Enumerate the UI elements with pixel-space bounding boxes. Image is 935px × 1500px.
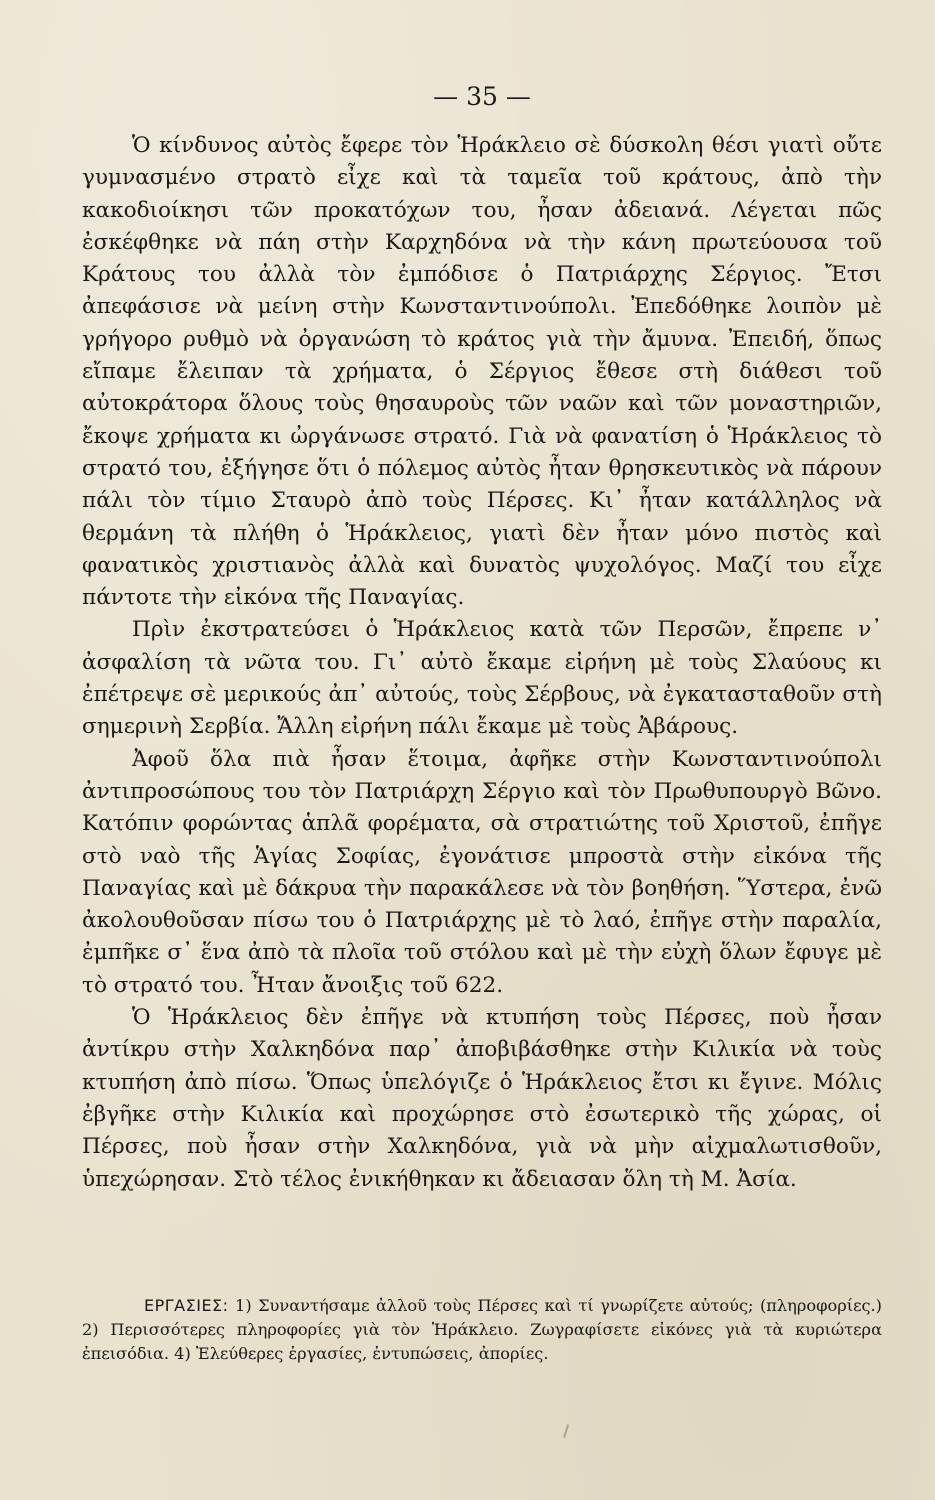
paragraph-1: Ὁ κίνδυνος αὐτὸς ἔφερε τὸν Ἡράκλειο σὲ δύσκολη θέσι γιατὶ οὔτε γυμνασμένο στρατὸ εἶχε καὶ τὰ ταμεῖα τοῦ κράτους, ἀπὸ τὴν κακοδιοίκησι τῶν προκατόχων του, ἦσαν ἀδειανά. Λέγεται πῶς ἐσκέφθηκε νὰ πάη στὴν Καρχηδόνα νὰ τὴν κάνη πρωτεύουσα τοῦ Κράτους του ἀλλὰ τὸν ἐμπόδισε ὁ Πατριάρχης Σέργιος. Ἔτσι ἀπεφάσισε νὰ μείνη στὴν Κωνσταντινούπολι. Ἐπεδόθηκε λοιπὸν μὲ γρήγορο ρυθμὸ νὰ ὀργανώση τὸ κράτος γιὰ τὴν ἄμυνα. Ἐπειδή, ὅπως εἴπαμε ἔλειπαν τὰ χρήματα, ὁ Σέργιος ἔθεσε στὴ διάθεσι τοῦ αὐτοκράτορα ὅλους τοὺς θησαυροὺς τῶν ναῶν καὶ τῶν μοναστηριῶν, ἔκοψε χρήματα κι ὠργάνωσε στρατό. Γιὰ νὰ φανατίση ὁ Ἡράκλειος τὸ στρατό του, ἐξήγησε ὅτι ὁ πόλεμος αὐτὸς ἦταν θρησκευτικὸς νὰ πάρουν πάλι τὸν τίμιο Σταυρὸ ἀπὸ τοὺς Πέρσες. Κι᾿ ἦταν κατάλληλος νὰ θερμάνη τὰ πλήθη ὁ Ἡράκλειος, γιατὶ δὲν ἦταν μόνο πιστὸς καὶ φανατικὸς χριστιανὸς ἀλλὰ καὶ δυνατὸς ψυχολόγος. Μαζί του εἶχε πάντοτε τὴν εἰκόνα τῆς Παναγίας. xyxy=(82,133,882,611)
exercises-section xyxy=(82,1294,882,1366)
ink-mark xyxy=(563,1424,575,1440)
body-text xyxy=(82,130,882,1196)
exercises-text: 1) Συναντήσαμε ἀλλοῦ τοὺς Πέρσες καὶ τί γνωρίζετε αὐτούς; (πληροφορίες.) 2) Περισσότερες πληροφορίες γιὰ τὸν Ἡράκλειο. Ζωγραφίσετε εἰκόνες γιὰ τὰ κυριώτερα ἐπεισόδια. 4) Ἐλεύθερες ἐργασίες, ἐντυπώσεις, ἀπορίες. xyxy=(82,1296,882,1363)
paragraph-3: Ἀφοῦ ὅλα πιὰ ἦσαν ἕτοιμα, ἀφῆκε στὴν Κωνσταντινούπολι ἀντιπροσώπους του τὸν Πατριάρχη Σέργιο καὶ τὸν Πρωθυπουργὸ Βῶνο. Κατόπιν φορώντας ἁπλᾶ φορέματα, σὰ στρατιώτης τοῦ Χριστοῦ, ἐπῆγε στὸ ναὸ τῆς Ἁγίας Σοφίας, ἐγονάτισε μπροστὰ στὴν εἰκόνα τῆς Παναγίας καὶ μὲ δάκρυα τὴν παρακάλεσε νὰ τὸν βοηθήση. Ὕστερα, ἐνῶ ἀκολουθοῦσαν πίσω του ὁ Πατριάρχης μὲ τὸ λαό, ἐπῆγε στὴν παραλία, ἐμπῆκε σ᾿ ἕνα ἀπὸ τὰ πλοῖα τοῦ στόλου καὶ μὲ τὴν εὐχὴ ὅλων ἔφυγε μὲ τὸ στρατό του. Ἦταν ἄνοιξις τοῦ 622. xyxy=(82,746,882,998)
paragraph-2: Πρὶν ἐκστρατεύσει ὁ Ἡράκλειος κατὰ τῶν Περσῶν, ἔπρεπε ν᾿ ἀσφαλίση τὰ νῶτα του. Γι᾿ αὐτὸ ἔκαμε εἰρήνη μὲ τοὺς Σλαύους κι ἐπέτρεψε σὲ μερικούς ἀπ᾿ αὐτούς, τοὺς Σέρβους, νὰ ἐγκατασταθοῦν στὴ σημερινὴ Σερβία. Ἄλλη εἰρήνη πάλι ἔκαμε μὲ τοὺς Ἀβάρους. xyxy=(82,617,882,740)
page-number: — 35 — xyxy=(433,82,531,111)
paragraph-4: Ὁ Ἡράκλειος δὲν ἐπῆγε νὰ κτυπήση τοὺς Πέρσες, ποὺ ἦσαν ἀντίκρυ στὴν Χαλκηδόνα παρ᾿ ἀποβιβάσθηκε στὴν Κιλικία νὰ τοὺς κτυπήση ἀπὸ πίσω. Ὅπως ὑπελόγιζε ὁ Ἡράκλειος ἔτσι κι ἔγινε. Μόλις ἐβγῆκε στὴν Κιλικία καὶ προχώρησε στὸ ἐσωτερικὸ τῆς χώρας, οἱ Πέρσες, ποὺ ἦσαν στὴν Χαλκηδόνα, γιὰ νὰ μὴν αἰχμαλωτισθοῦν, ὑπεχώρησαν. Στὸ τέλος ἐνικήθηκαν κι ἄδειασαν ὅλη τὴ Μ. Ἀσία. xyxy=(82,1005,882,1192)
exercises-label: ΕΡΓΑΣΙΕΣ: xyxy=(144,1296,229,1315)
